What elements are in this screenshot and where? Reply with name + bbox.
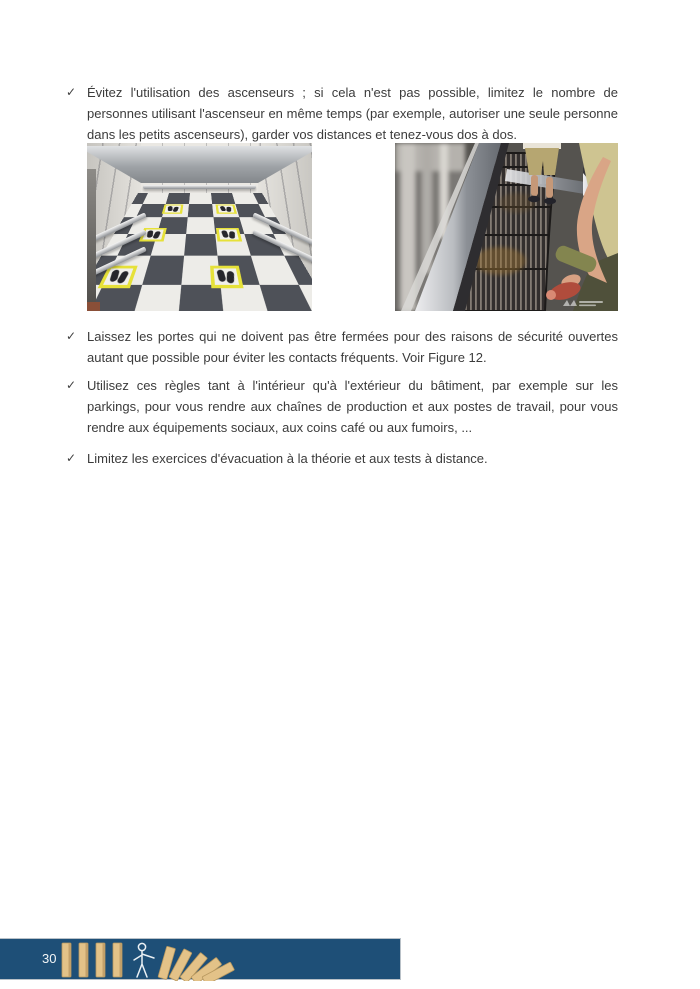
bullet-item (66, 375, 618, 438)
checkmark-bullet-icon: ✓ (66, 329, 77, 343)
checkmark-bullet-icon: ✓ (66, 451, 77, 465)
elevator-door-jamb (87, 169, 96, 311)
figures-row (87, 143, 618, 311)
standing-spot-marker (215, 228, 241, 242)
checkmark-bullet-icon: ✓ (66, 378, 77, 392)
page-number: 30 (42, 951, 57, 966)
upright-dominoes (62, 943, 122, 977)
domino-effect-graphic (58, 939, 243, 981)
checkmark-bullet-icon: ✓ (66, 85, 77, 99)
bullet-item (66, 326, 618, 368)
footer-bar (0, 938, 401, 980)
bullet-text: Utilisez ces règles tant à l'intérieur qu'à l'extérieur du bâtiment, par exemple sur les parkings, pour vous rendre aux chaînes de production et aux postes de travail, pour vous rendre aux équipements sociaux, aux coins café ou aux fumoirs, ... (87, 378, 618, 435)
standing-spot-marker (215, 204, 237, 213)
bullet-text: Laissez les portes qui ne doivent pas être fermées pour des raisons de sécurité ouvertes autant que possible pour éviter les contacts fréquents. Voir Figure 12. (87, 329, 618, 365)
bullet-item (66, 448, 618, 469)
standing-spot-marker (210, 266, 243, 288)
escalator-photo-illustration (395, 143, 618, 311)
escalator-distancing-photo (395, 143, 618, 311)
elevator-handrail (143, 185, 256, 189)
falling-dominoes (158, 946, 234, 981)
standing-person-icon (134, 943, 154, 977)
elevator-floor-distancing-photo (87, 143, 312, 311)
bullet-item (66, 82, 618, 145)
bullet-text: Limitez les exercices d'évacuation à la théorie et aux tests à distance. (87, 451, 488, 466)
floor-corner-object (87, 302, 100, 311)
bullet-text: Évitez l'utilisation des ascenseurs ; si cela n'est pas possible, limitez le nombre de personnes utilisant l'ascenseur en même temps (par exemple, autoriser une seule personne dans les petits ascenseurs), garder vos distances et tenez-vous dos à dos. (87, 85, 618, 142)
standing-spot-marker (161, 204, 183, 213)
